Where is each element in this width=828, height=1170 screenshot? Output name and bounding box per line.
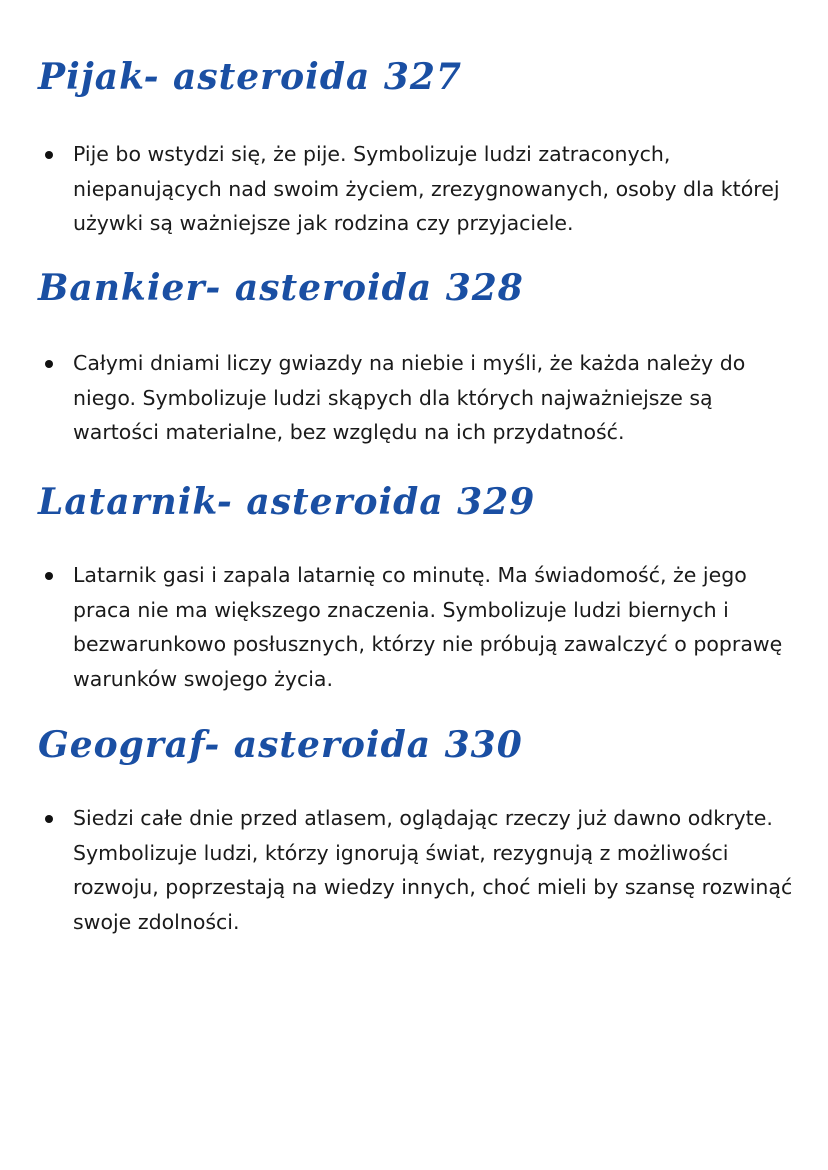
- bullet-icon: [45, 572, 53, 580]
- bullet-item: [45, 137, 805, 241]
- bullet-icon: [45, 360, 53, 368]
- bullet-item: [45, 801, 805, 939]
- bullet-item: [45, 558, 805, 696]
- section-heading: Pijak- asteroida 327: [38, 56, 463, 98]
- bullet-icon: [45, 815, 53, 823]
- bullet-text: Pije bo wstydzi się, że pije. Symbolizuje ludzi zatraconych, niepanujących nad swoim życiem, zrezygnowanych, osoby dla której używki są ważniejsze jak rodzina czy przyjaciele.: [73, 142, 780, 235]
- bullet-item: [45, 346, 805, 450]
- bullet-text: Siedzi całe dnie przed atlasem, oglądając rzeczy już dawno odkryte. Symbolizuje ludzi, którzy ignorują świat, rezygnują z możliwości rozwoju, poprzestają na wiedzy innych, choć mieli by szansę rozwinąć swoje zdolności.: [73, 806, 793, 934]
- bullet-text: Całymi dniami liczy gwiazdy na niebie i myśli, że każda należy do niego. Symbolizuje ludzi skąpych dla których najważniejsze są wartości materialne, bez względu na ich przydatność.: [73, 351, 746, 444]
- section-heading: Geograf- asteroida 330: [38, 724, 523, 766]
- section-heading: Latarnik- asteroida 329: [38, 481, 536, 523]
- bullet-icon: [45, 151, 53, 159]
- section-heading: Bankier- asteroida 328: [38, 267, 524, 309]
- bullet-text: Latarnik gasi i zapala latarnię co minutę. Ma świadomość, że jego praca nie ma większego znaczenia. Symbolizuje ludzi biernych i bezwarunkowo posłusznych, którzy nie próbują zawalczyć o poprawę warunków swojego życia.: [73, 563, 783, 691]
